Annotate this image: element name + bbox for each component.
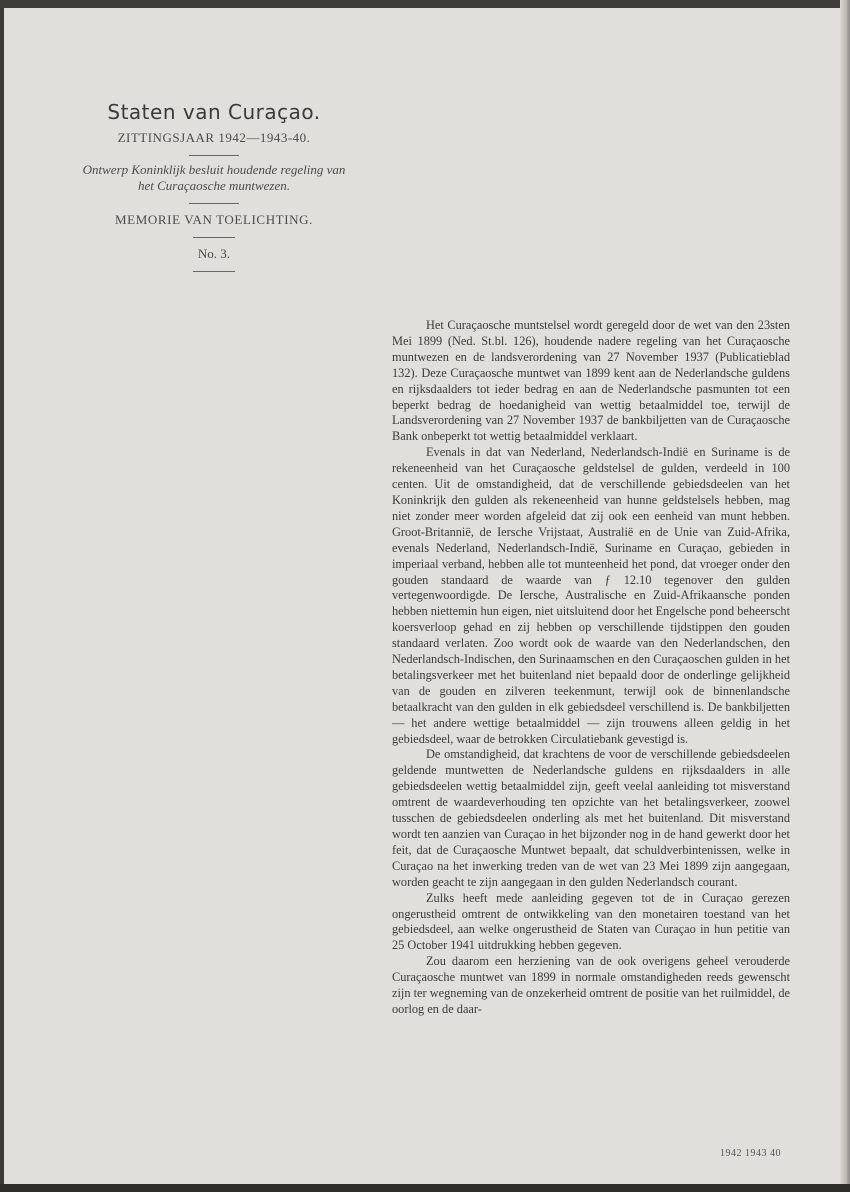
document-header: [74, 96, 354, 272]
divider: [193, 237, 235, 238]
paragraph: Zou daarom een herziening van de ook overigens geheel verouderde Curaçaosche muntwet van 1899 in normale omstandigheden reeds gewenscht zijn ter wegneming van de onzekerheid omtrent de positie van het ruilmiddel, de oorlog en de daar-: [392, 954, 790, 1016]
footer-stamp: 1942 1943 40: [720, 1148, 781, 1159]
document-number: No. 3.: [197, 246, 231, 261]
paragraph: Het Curaçaosche muntstelsel wordt geregeld door de wet van den 23sten Mei 1899 (Ned. St.bl. 126), houdende nadere regeling van het Curaçaosche muntwezen en de landsverordening van 27 November 1937 (Publicatieblad 132). Deze Curaçaosche muntwet van 1899 kent aan de Nederlandsche guldens en rijksdaalders tot ieder bedrag en aan de Nederlandsche pasmunten tot een beperkt bedrag de hoedanigheid van wettig betaalmiddel toe, terwijl de Landsverordening van 27 November 1937 de bankbiljetten van de Curaçaosche Bank onbeperkt tot wettig betaalmiddel verklaart.: [392, 318, 790, 444]
document-subject: Ontwerp Koninklijk besluit houdende regeling van het Curaçaosche muntwezen.: [82, 162, 346, 193]
body-text: [392, 318, 790, 1018]
page-edge: [840, 0, 850, 1192]
document-page: [4, 8, 840, 1184]
paragraph: Zulks heeft mede aanleiding gegeven tot de in Curaçao gerezen ongerustheid omtrent de ontwikkeling van den monetairen toestand van het gebiedsdeel, aan welke ongerustheid de Staten van Curaçao in hun petitie van 25 October 1941 uitdrukking hebben gegeven.: [392, 890, 790, 953]
session-year: ZITTINGSJAAR 1942—1943-40.: [117, 130, 311, 145]
page-edge: [0, 1184, 850, 1192]
divider: [193, 271, 235, 272]
document-title: Staten van Curaçao.: [107, 100, 321, 124]
divider: [189, 155, 239, 156]
divider: [189, 203, 239, 204]
document-type: MEMORIE VAN TOELICHTING.: [115, 212, 313, 227]
paragraph: Evenals in dat van Nederland, Nederlandsch-Indië en Suriname is de rekeneenheid van het Curaçaosche geldstelsel de gulden, verdeeld in 100 centen. Uit de omstandigheid, dat de verschillende gebiedsdeelen van het Koninkrijk den gulden als rekeneenheid van hunne geldstelsels hebben, mag niet zonder meer worden afgeleid dat zij ook een eenheid van munt hebben. Groot-Britannië, de Iersche Vrijstaat, Australië en de Unie van Zuid-Afrika, evenals Nederland, Nederlandsch-Indië, Suriname en Curaçao, gebieden in imperiaal verband, hebben alle tot munteenheid het pond, dat vroeger onder den gouden standaard de waarde van ƒ 12.10 tegenover den gulden vertegenwoordigde. De Iersche, Australische en Zuid-Afrikaansche ponden hebben niettemin hun eigen, niet uitsluitend door het Engelsche pond beheerscht koersverloop gehad en zij hebben op verschillende tijdstippen den gouden standaard verlaten. Zoo wordt ook de waarde van den Nederlandschen, den Nederlandsch-Indischen, den Surinaamschen en den Curaçaoschen gulden in het betalingsverkeer met het buitenland niet bepaald door de onderlinge gelijkheid van de gouden en zilveren teekenmunt, terwijl ook de binnenlandsche betaalkracht van den gulden in elk gebiedsdeel verschillend is. De bankbiljetten — het andere wettige betaalmiddel — zijn trouwens alleen geldig in het gebiedsdeel, waar de betrokken Circulatiebank gevestigd is.: [392, 445, 790, 746]
paragraph: De omstandigheid, dat krachtens de voor de verschillende gebiedsdeelen geldende muntwetten de Nederlandsche guldens en rijksdaalders in alle gebiedsdeelen wettig betaalmiddel zijn, geeft veelal aanleiding tot misverstand omtrent de waardeverhouding ten opzichte van het betalingsverkeer, zoowel tusschen de gebiedsdeelen onderling als met het buitenland. Dit misverstand wordt ten aanzien van Curaçao in het bijzonder nog in de hand gewerkt door het feit, dat de Curaçaosche Muntwet bepaalt, dat schuldverbintenissen, welke in Curaçao na het inwerking treden van de wet van 23 Mei 1899 zijn aangegaan, worden geacht te zijn aangegaan in den gulden Nederlandsch courant.: [392, 747, 790, 889]
